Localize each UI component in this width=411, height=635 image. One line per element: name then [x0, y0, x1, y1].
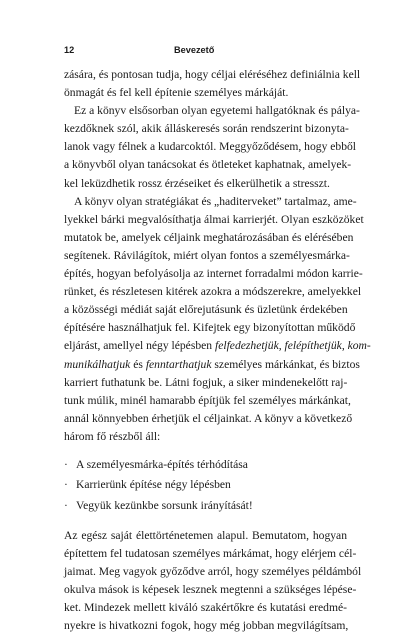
list-item-text: A személyesmárka-építés térhódítása [76, 457, 248, 471]
paragraph [64, 102, 360, 192]
text-line: építésére használhatjuk fel. Kifejtek egy bizonyítottan működő [64, 321, 356, 335]
text-line: lyekkel bárki megvalósíthatja álmai karrierjét. Olyan eszközöket [64, 212, 364, 226]
text-line: a könyvből olyan tanácsokat és ötleteket kaphatnak, amelyek- [64, 158, 352, 172]
bullet-icon: · [64, 457, 68, 471]
page-header [64, 43, 347, 57]
text-line: három fő részből áll: [64, 429, 161, 443]
text-line: építettem fel tudatosan személyes márkámat, hogy elérjem cél- [64, 546, 357, 560]
text-line: tunk múlik, minél hamarabb építjük fel személyes márkánkat, [64, 393, 351, 407]
list-item-text: Karrierünk építése négy lépésben [76, 478, 231, 492]
text-line: segítenek. Rávilágítok, miért olyan fontos a személyesmárka- [64, 248, 350, 262]
text-line: okulva mások is képesek lesznek megtenni a szükséges lépése- [64, 583, 357, 597]
list-item-text: Vegyük kezünkbe sorsunk irányítását! [76, 498, 253, 512]
text-line: lanok vagy félnek a kudarcoktól. Meggyőződésem, hogy ebből [64, 140, 357, 154]
text-line: zására, és pontosan tudja, hogy céljai eléréséhez definiálnia kell [64, 68, 361, 81]
page-number: 12 [64, 45, 75, 55]
text-line: ket. Mindezek mellett kiváló szakértőkre és kutatási eredmé- [64, 601, 347, 615]
text-line: kel leküzdhetik rossz érzéseiket és elkerülhetik a stresszt. [64, 176, 330, 190]
text-line: kezdőknek szól, akik álláskeresés során rendszerint bizonyta- [64, 122, 349, 136]
text-line: önmagát és fel kell építenie személyes márkáját. [64, 86, 289, 100]
text-line: jaimat. Meg vagyok győződve arról, hogy személyes példámból [64, 565, 362, 579]
text-line: A könyv olyan stratégiákat és „haditerveket” tartalmaz, ame- [74, 194, 357, 208]
bullet-list [64, 455, 347, 516]
paragraph [64, 193, 371, 446]
text-line: Az egész saját élettörténetemen alapul. Bemutatom, hogyan [64, 528, 347, 542]
list-item [64, 455, 347, 475]
paragraph-spacer [64, 516, 347, 527]
paragraph [64, 66, 361, 102]
text-line: annál könnyebben érhetjük el céljainkat. A könyv a következő [64, 411, 353, 425]
running-title: Bevezető [174, 45, 215, 55]
bullet-icon: · [64, 498, 68, 512]
book-page [64, 0, 371, 633]
paragraph [64, 527, 362, 635]
text-line: a közösségi médiát saját előrejutásunk és üzletünk érdekében [64, 303, 348, 317]
bullet-icon: · [64, 478, 68, 492]
text-line: mutatok be, amelyek céljaink meghatározásában és elérésében [64, 230, 354, 244]
text-line: rünket, és részletesen kitérek azokra a módszerekre, amelyekkel [64, 285, 362, 299]
text-line: eljárást, amellyel négy lépésben felfedezhetjük, felépíthetjük, kom- [64, 339, 371, 353]
text-line: nyekre is hivatkozni fogok, hogy még jobban megvilágítsam, [64, 619, 349, 633]
page-body [64, 66, 371, 635]
text-line: építés, hogyan befolyásolja az internet forradalmi módon karrie- [64, 267, 363, 281]
list-item [64, 496, 347, 516]
text-line: karriert futhatunk be. Látni fogjuk, a siker mindenekelőtt raj- [64, 375, 348, 389]
list-item [64, 475, 347, 495]
text-line: Ez a könyv elsősorban olyan egyetemi hallgatóknak és pálya- [74, 104, 360, 118]
text-line: munikálhatjuk és fenntarthatjuk személyes márkánkat, és biztos [64, 357, 360, 371]
